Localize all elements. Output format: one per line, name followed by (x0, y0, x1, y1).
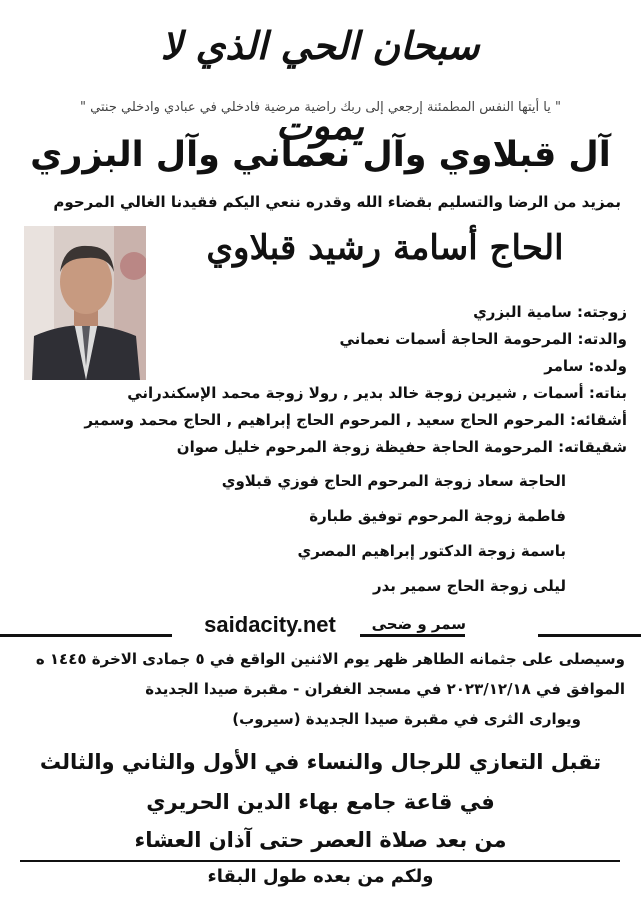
sister-item: باسمة زوجة الدكتور إبراهيم المصري (297, 542, 566, 560)
daughters-line: بناته: أسمات , شيرين زوجة خالد بدير , رولا زوجة محمد الإسكندراني (127, 384, 627, 402)
wife-line: زوجته: سامية البزري (473, 303, 627, 321)
divider-line-left (0, 634, 172, 637)
sisters-line: شقيقاته: المرحومة الحاجة حفيظة زوجة المرحوم خليل صوان (176, 438, 627, 456)
sister-item: سمر و ضحى (371, 615, 466, 633)
website-divider (0, 612, 641, 642)
prayer-line: وسيصلى على جثمانه الطاهر ظهر يوم الاثنين الواقع في ٥ جمادى الاخرة ١٤٤٥ ه (35, 650, 625, 668)
closing-rule (20, 860, 620, 862)
brothers-line: أشقائه: المرحوم الحاج سعيد , المرحوم الحاج إبراهيم , الحاج محمد وسمير (84, 411, 627, 429)
quranic-verse: " يا أيتها النفس المطمئنة إرجعي إلى ربك راضية مرضية فادخلي في عبادي وادخلي جنتي " (80, 100, 561, 115)
sister-item: فاطمة زوجة المرحوم توفيق طبارة (309, 507, 566, 525)
divider-line-mid (360, 634, 465, 637)
website-link[interactable]: saidacity.net (204, 612, 336, 637)
mother-line: والدته: المرحومة الحاجة أسمات نعماني (339, 330, 627, 348)
divider-line-right (538, 634, 641, 637)
prayer-line: الموافق في ٢٠٢٣/١٢/١٨ في مسجد الغفران - مقبرة صيدا الجديدة (145, 680, 625, 698)
calligraphy-heading: سبحان الحي الذي لا يموت (160, 23, 480, 148)
sister-item: الحاجة سعاد زوجة المرحوم الحاج فوزي قبلاوي (221, 472, 566, 490)
condolence-line: من بعد صلاة العصر حتى آذان العشاء (134, 828, 507, 852)
closing-line: ولكم من بعده طول البقاء (207, 866, 434, 887)
deceased-name: الحاج أسامة رشيد قبلاوي (206, 228, 564, 268)
families-title: آل قبلاوي وآل نعماني وآل البزري (30, 135, 611, 175)
sister-item: ليلى زوجة الحاج سمير بدر (372, 577, 566, 595)
burial-line: ويوارى الثرى في مقبرة صيدا الجديدة (سيروب) (232, 710, 581, 728)
condolence-line: في قاعة جامع بهاء الدين الحريري (146, 790, 495, 814)
announcement-intro: بمزيد من الرضا والتسليم بقضاء الله وقدره ننعي اليكم فقيدنا الغالي المرحوم (53, 193, 621, 211)
son-line: ولده: سامر (544, 357, 627, 375)
condolence-line: تقبل التعازي للرجال والنساء في الأول والثاني والثالث (39, 750, 602, 774)
